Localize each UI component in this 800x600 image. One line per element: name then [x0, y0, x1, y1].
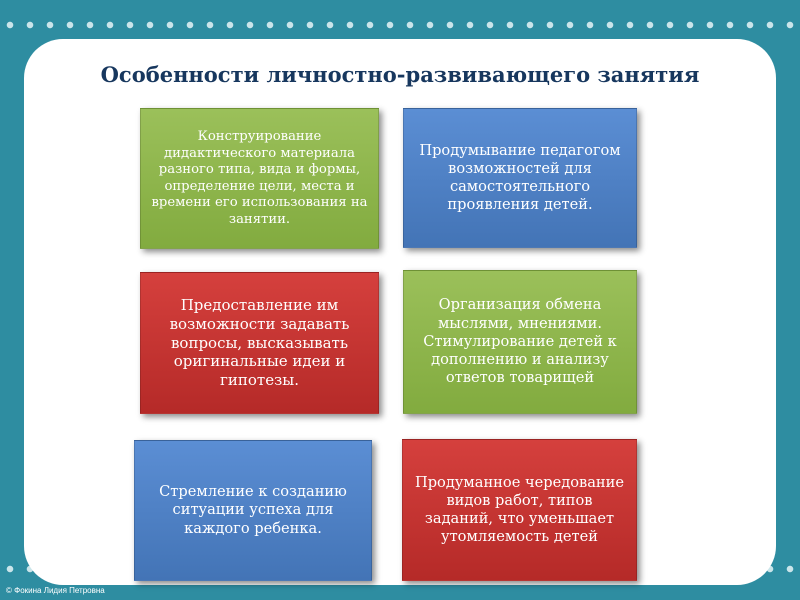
feature-box-idea-exchange: Организация обмена мыслями, мнениями. Стимулирование детей к дополнению и анализу ответов товарищей [403, 270, 637, 414]
feature-box-task-alternation: Продуманное чередование видов работ, типов заданий, что уменьшает утомляемость детей [402, 439, 637, 581]
feature-box-material-design: Конструирование дидактического материала разного типа, вида и формы, определение цели, места и времени его использования на занятии. [140, 108, 379, 249]
slide-title: Особенности личностно-развивающего занятия [100, 62, 700, 87]
feature-box-independence: Продумывание педагогом возможностей для самостоятельного проявления детей. [403, 108, 637, 248]
feature-box-success-situation: Стремление к созданию ситуации успеха для каждого ребенка. [134, 440, 372, 581]
top-ornament-border [0, 14, 800, 36]
copyright-footer: © Фокина Лидия Петровна [6, 586, 105, 595]
feature-box-questions: Предоставление им возможности задавать вопросы, высказывать оригинальные идеи и гипотезы. [140, 272, 379, 414]
